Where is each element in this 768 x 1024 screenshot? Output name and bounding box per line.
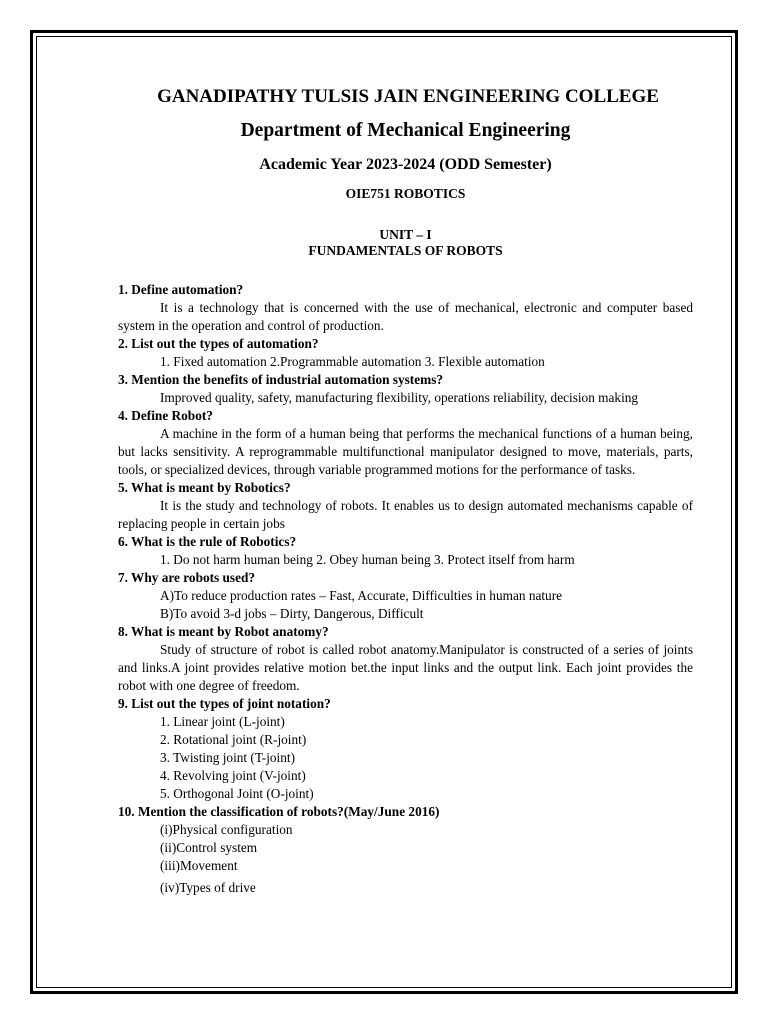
joint-type-item: 2. Rotational joint (R-joint): [160, 732, 307, 747]
question-5: 5. What is meant by Robotics?: [118, 480, 291, 495]
college-name: GANADIPATHY TULSIS JAIN ENGINEERING COLLEGE: [157, 86, 659, 107]
question-list: [118, 281, 693, 897]
classification-item: (ii)Control system: [160, 840, 258, 855]
question-8: 8. What is meant by Robot anatomy?: [118, 624, 329, 639]
answer-4: A machine in the form of a human being that performs the mechanical functions of a human being, but lacks sensitivity. A reprogrammable multifunctional manipulator designed to move, materials, parts, tools, or specialized devices, through variable programmed motions for the performance of tasks.: [118, 426, 693, 477]
answer-1: It is a technology that is concerned with the use of mechanical, electronic and computer based system in the operation and control of production.: [118, 300, 693, 333]
question-9: 9. List out the types of joint notation?: [118, 696, 331, 711]
answer-2: 1. Fixed automation 2.Programmable automation 3. Flexible automation: [160, 354, 545, 369]
classification-item: (i)Physical configuration: [160, 822, 293, 837]
question-7: 7. Why are robots used?: [118, 570, 256, 585]
unit-number: UNIT – I: [379, 227, 432, 242]
department-name: Department of Mechanical Engineering: [240, 120, 571, 141]
question-6: 6. What is the rule of Robotics?: [118, 534, 297, 549]
classification-item: (iv)Types of drive: [160, 880, 256, 895]
question-4: 4. Define Robot?: [118, 408, 213, 423]
question-3: 3. Mention the benefits of industrial automation systems?: [118, 372, 444, 387]
document-content: [118, 86, 693, 897]
answer-3: Improved quality, safety, manufacturing flexibility, operations reliability, decision making: [160, 390, 639, 405]
answer-7a: A)To reduce production rates – Fast, Accurate, Difficulties in human nature: [160, 588, 563, 603]
question-10: 10. Mention the classification of robots?(May/June 2016): [118, 804, 440, 819]
unit-title: FUNDAMENTALS OF ROBOTS: [308, 243, 503, 258]
answer-6: 1. Do not harm human being 2. Obey human being 3. Protect itself from harm: [160, 552, 575, 567]
answer-7b: B)To avoid 3-d jobs – Dirty, Dangerous, Difficult: [160, 606, 424, 621]
answer-5: It is the study and technology of robots. It enables us to design automated mechanisms capable of replacing people in certain jobs: [118, 498, 693, 531]
joint-type-item: 4. Revolving joint (V-joint): [160, 768, 306, 783]
academic-year: Academic Year 2023-2024 (ODD Semester): [259, 156, 552, 173]
classification-item: (iii)Movement: [160, 858, 238, 873]
question-2: 2. List out the types of automation?: [118, 336, 319, 351]
joint-type-item: 3. Twisting joint (T-joint): [160, 750, 296, 765]
question-1: 1. Define automation?: [118, 282, 244, 297]
course-code: OIE751 ROBOTICS: [345, 186, 466, 201]
joint-type-item: 1. Linear joint (L-joint): [160, 714, 285, 729]
joint-type-item: 5. Orthogonal Joint (O-joint): [160, 786, 314, 801]
answer-8: Study of structure of robot is called robot anatomy.Manipulator is constructed of a series of joints and links.A joint provides relative motion bet.the input links and the output link. Each joint provides the robot with one degree of freedom.: [118, 642, 693, 693]
